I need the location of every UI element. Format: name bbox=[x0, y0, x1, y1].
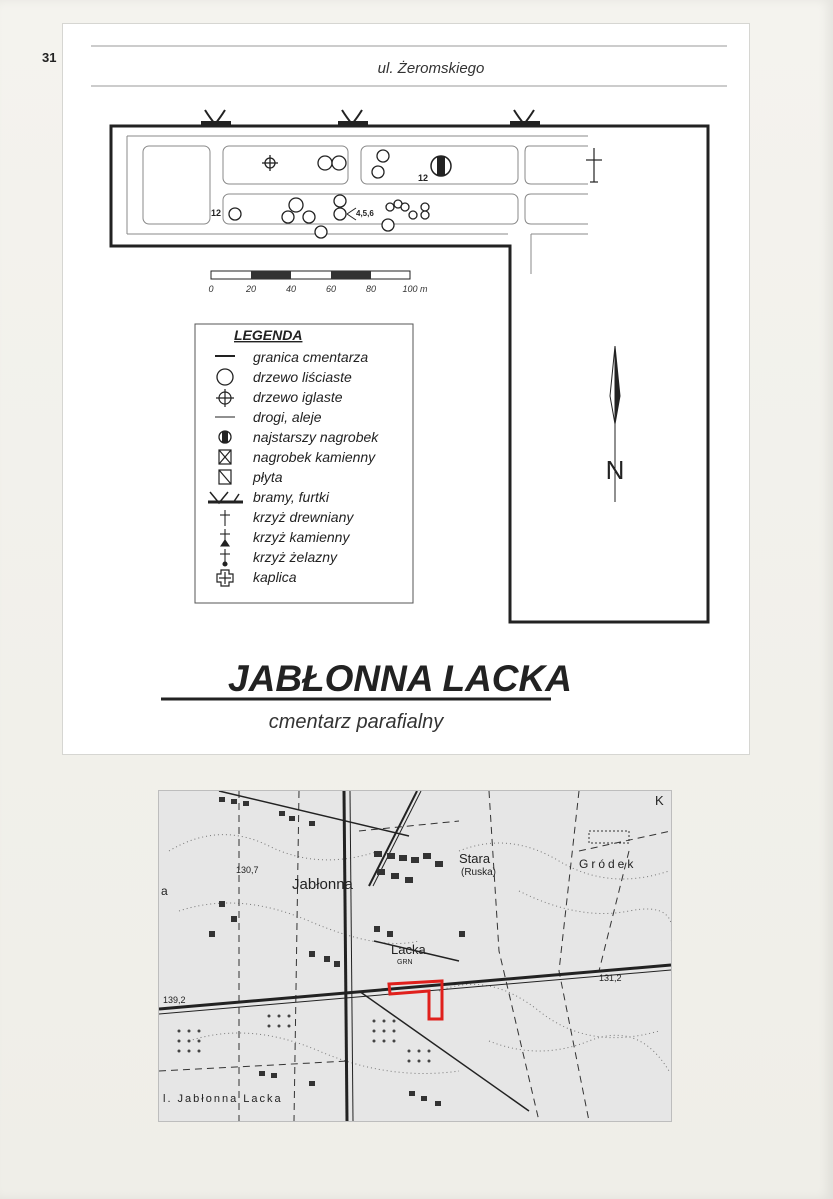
north-arrow-icon bbox=[606, 346, 625, 502]
legend-label: najstarszy nagrobek bbox=[253, 429, 379, 445]
grave-label: 4,5,6 bbox=[356, 209, 374, 218]
north-label: N bbox=[605, 455, 625, 485]
map-label-stara: Stara bbox=[459, 851, 491, 866]
deciduous-tree-icon bbox=[289, 198, 303, 212]
deciduous-tree-icon bbox=[372, 166, 384, 178]
scale-tick: 80 bbox=[365, 284, 377, 294]
deciduous-tree-icon bbox=[409, 211, 417, 219]
legend-label: granica cmentarza bbox=[253, 349, 369, 365]
deciduous-tree-icon bbox=[229, 208, 241, 220]
map-label-grodek: Gródek bbox=[579, 857, 637, 871]
topographic-map-drawing bbox=[159, 791, 671, 1121]
legend-label: krzyż drewniany bbox=[253, 509, 354, 525]
legend-label: drogi, aleje bbox=[253, 409, 322, 425]
oldest-grave-icon bbox=[431, 156, 451, 176]
map-label-grn: GRN bbox=[397, 959, 413, 966]
map-label-elevation: 130,7 bbox=[236, 865, 259, 875]
deciduous-tree-icon bbox=[421, 211, 429, 219]
deciduous-tree-icon bbox=[382, 219, 394, 231]
legend-label: krzyż żelazny bbox=[253, 549, 338, 565]
legend-label: drzewo liściaste bbox=[253, 369, 352, 385]
cemetery-plan-drawing bbox=[63, 24, 749, 754]
plan-title: JABŁONNA LACKA bbox=[228, 658, 572, 699]
legend-label: drzewo iglaste bbox=[253, 389, 343, 405]
map-label-jablonna: Jabłonna bbox=[292, 876, 353, 893]
legend-label: płyta bbox=[253, 469, 283, 485]
plan-subtitle: cmentarz parafialny bbox=[268, 711, 444, 733]
street-name: ul. Żeromskiego bbox=[377, 60, 485, 77]
map-label-lacka: Lacka bbox=[391, 942, 426, 957]
oldest-grave-icon bbox=[219, 431, 231, 443]
paths bbox=[127, 136, 588, 274]
legend-label: nagrobek kamienny bbox=[253, 449, 376, 465]
deciduous-tree-icon bbox=[421, 203, 429, 211]
deciduous-tree-icon bbox=[303, 211, 315, 223]
map-label-ruska: (Ruska) bbox=[461, 867, 497, 878]
page-number: 31 bbox=[42, 50, 57, 65]
scale-tick: 40 bbox=[285, 284, 297, 294]
gate-icon bbox=[201, 110, 231, 124]
scale-tick: 0 bbox=[208, 284, 214, 294]
grave-label: 12 bbox=[418, 173, 429, 183]
deciduous-tree-icon bbox=[334, 195, 346, 207]
legend-title: LEGENDA bbox=[234, 327, 303, 343]
legend-label: kaplica bbox=[253, 569, 297, 585]
map-label-a: a bbox=[161, 884, 168, 898]
deciduous-tree-icon bbox=[282, 211, 294, 223]
deciduous-tree-icon bbox=[332, 156, 346, 170]
scale-tick: 100 m bbox=[402, 284, 428, 294]
scale-tick: 60 bbox=[325, 284, 337, 294]
deciduous-tree-icon bbox=[318, 156, 332, 170]
gate-icon bbox=[510, 110, 540, 124]
map-label-elevation: 131,2 bbox=[599, 973, 622, 983]
gate-icon bbox=[338, 110, 368, 124]
deciduous-tree-icon bbox=[386, 203, 394, 211]
scale-bar bbox=[208, 271, 428, 294]
deciduous-tree-icon bbox=[401, 203, 409, 211]
legend bbox=[195, 324, 413, 603]
grave-label: 12 bbox=[211, 208, 222, 218]
deciduous-tree-icon bbox=[377, 150, 389, 162]
legend-label: bramy, furtki bbox=[253, 489, 329, 505]
cemetery-plan bbox=[62, 23, 750, 755]
map-label-elevation: 139,2 bbox=[163, 995, 186, 1005]
map-label-bottom: l. Jabłonna Lacka bbox=[163, 1093, 283, 1105]
deciduous-tree-icon bbox=[315, 226, 327, 238]
wooden-cross-icon bbox=[586, 148, 602, 182]
deciduous-tree-icon bbox=[334, 208, 346, 220]
scale-tick: 20 bbox=[245, 284, 257, 294]
map-label-k: K bbox=[655, 793, 664, 808]
legend-label: krzyż kamienny bbox=[253, 529, 350, 545]
topographic-map bbox=[158, 790, 672, 1122]
